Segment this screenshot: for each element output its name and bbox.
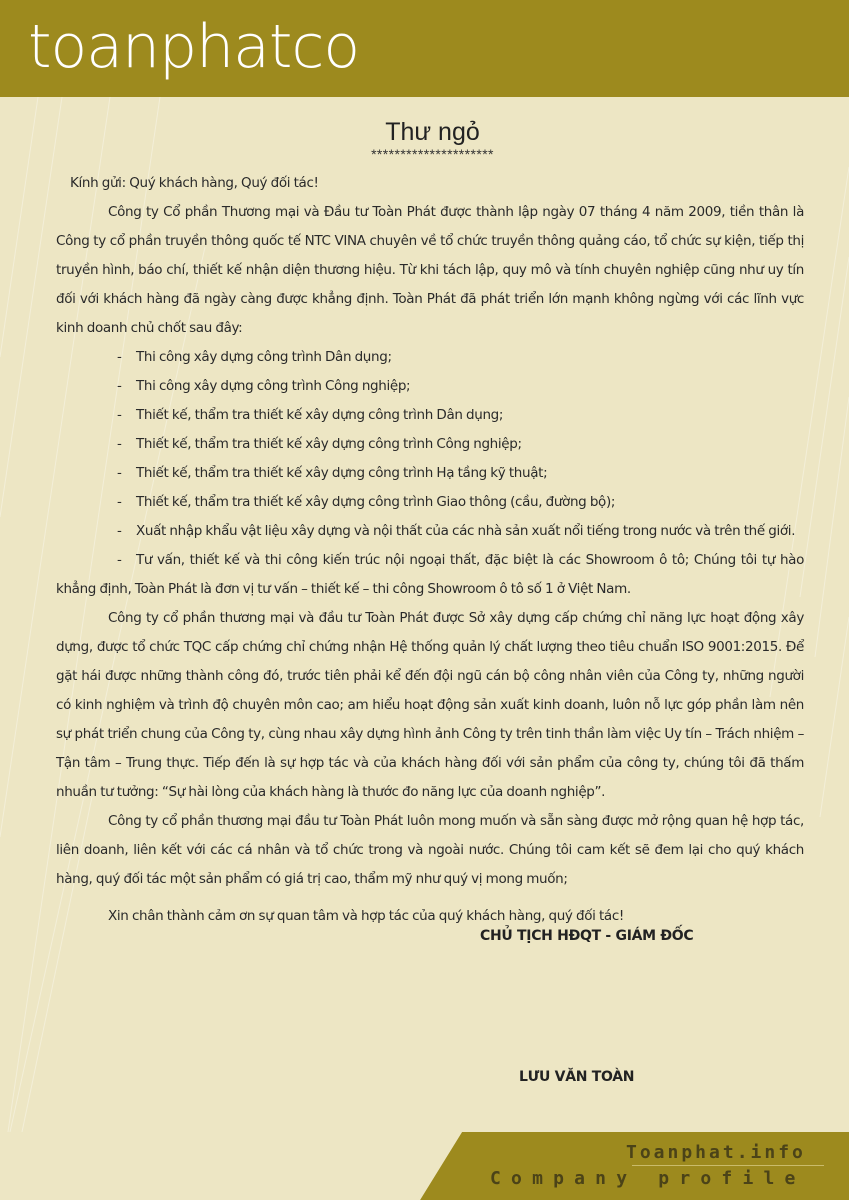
bullet-dash: - [117,349,122,365]
bullet-dash: - [117,523,122,539]
bullet-dash: - [117,378,122,394]
list-item [56,401,804,430]
bullet-dash: - [117,494,122,510]
footer-website: Toanphat.info [626,1142,806,1163]
list-item [56,372,804,401]
list-item [56,430,804,459]
bullet-dash: - [117,465,122,481]
list-item-text: Thiết kế, thẩm tra thiết kế xây dựng công trình Giao thông (cầu, đường bộ); [136,494,616,510]
cooperation-paragraph: Công ty cổ phần thương mại đầu tư Toàn Phát luôn mong muốn và sẵn sàng được mở rộng quan hệ hợp tác, liên doanh, liên kết với các cá nhân và tổ chức trong và ngoài nước. Chúng tôi cam kết sẽ đem lại cho quý khách hàng, quý đối tác một sản phẩm có giá trị cao, thẩm mỹ như quý vị mong muốn; [56,813,804,887]
letter-title: Thư ngỏ [385,118,480,146]
list-item-text: Thiết kế, thẩm tra thiết kế xây dựng công trình Công nghiệp; [136,436,522,452]
letter-body [56,169,804,931]
list-item-text: Thiết kế, thẩm tra thiết kế xây dựng công trình Dân dụng; [136,407,504,423]
signer-name: LƯU VĂN TOÀN [519,1069,635,1085]
greeting: Kính gửi: Quý khách hàng, Quý đối tác! [70,175,319,191]
company-logo: toanphatco [28,12,360,82]
bullet-dash: - [117,552,122,568]
intro-paragraph: Công ty Cổ phần Thương mại và Đầu tư Toàn Phát được thành lập ngày 07 tháng 4 năm 2009, tiền thân là Công ty cổ phần truyền thông quốc tế NTC VINA chuyên về tổ chức truyền thông quảng cáo, tổ chức sự kiện, tiếp thị truyền hình, báo chí, thiết kế nhận diện thương hiệu. Từ khi tách lập, quy mô và tính chuyên nghiệp cũng như uy tín đối với khách hàng đã ngày càng được khẳng định. Toàn Phát đã phát triển lớn mạnh không ngừng với các lĩnh vực kinh doanh chủ chốt sau đây: [56,204,804,336]
list-item [56,459,804,488]
quality-paragraph: Công ty cổ phần thương mại và đầu tư Toàn Phát được Sở xây dựng cấp chứng chỉ năng lực hoạt động xây dựng, được tổ chức TQC cấp chứng chỉ chứng nhận Hệ thống quản lý chất lượng theo tiêu chuẩn ISO 9001:2015. Để gặt hái được những thành công đó, trước tiên phải kể đến đội ngũ cán bộ công nhân viên của Công ty, những người có kinh nghiệm và trình độ chuyên môn cao; am hiểu hoạt động sản xuất kinh doanh, luôn nỗ lực góp phần làm nên sự phát triển chung của Công ty, cùng nhau xây dựng hình ảnh Công ty trên tinh thần làm việc Uy tín – Trách nhiệm – Tận tâm – Trung thực. Tiếp đến là sự hợp tác và của khách hàng đối với sản phẩm của công ty, chúng tôi đã thấm nhuần tư tưởng: “Sự hài lòng của khách hàng là thước đo năng lực của doanh nghiệp”. [56,610,804,800]
list-item [56,488,804,517]
header-bar [0,0,849,97]
list-item [56,546,804,604]
footer-subtitle: Company profile [490,1168,806,1189]
list-item-text: Xuất nhập khẩu vật liệu xây dựng và nội thất của các nhà sản xuất nổi tiếng trong nước và trên thế giới. [136,523,796,539]
title-divider: ********************* [371,146,494,162]
list-item-text: Thiết kế, thẩm tra thiết kế xây dựng công trình Hạ tầng kỹ thuật; [136,465,548,481]
list-item-text: Thi công xây dựng công trình Dân dụng; [136,349,392,365]
list-item [56,343,804,372]
business-list [56,343,804,604]
list-item-text: Tư vấn, thiết kế và thi công kiến trúc nội ngoại thất, đặc biệt là các Showroom ô tô; Chúng tôi tự hào khẳng định, Toàn Phát là đơn vị tư vấn – thiết kế – thi công Showroom ô tô số 1 ở Việt Nam. [56,552,804,597]
bullet-dash: - [117,436,122,452]
closing-paragraph: Xin chân thành cảm ơn sự quan tâm và hợp tác của quý khách hàng, quý đối tác! [108,908,624,924]
list-item-text: Thi công xây dựng công trình Công nghiệp; [136,378,411,394]
bullet-dash: - [117,407,122,423]
signer-title: CHỦ TỊCH HĐQT - GIÁM ĐỐC [480,928,694,944]
footer-divider [632,1165,824,1166]
list-item [56,517,804,546]
